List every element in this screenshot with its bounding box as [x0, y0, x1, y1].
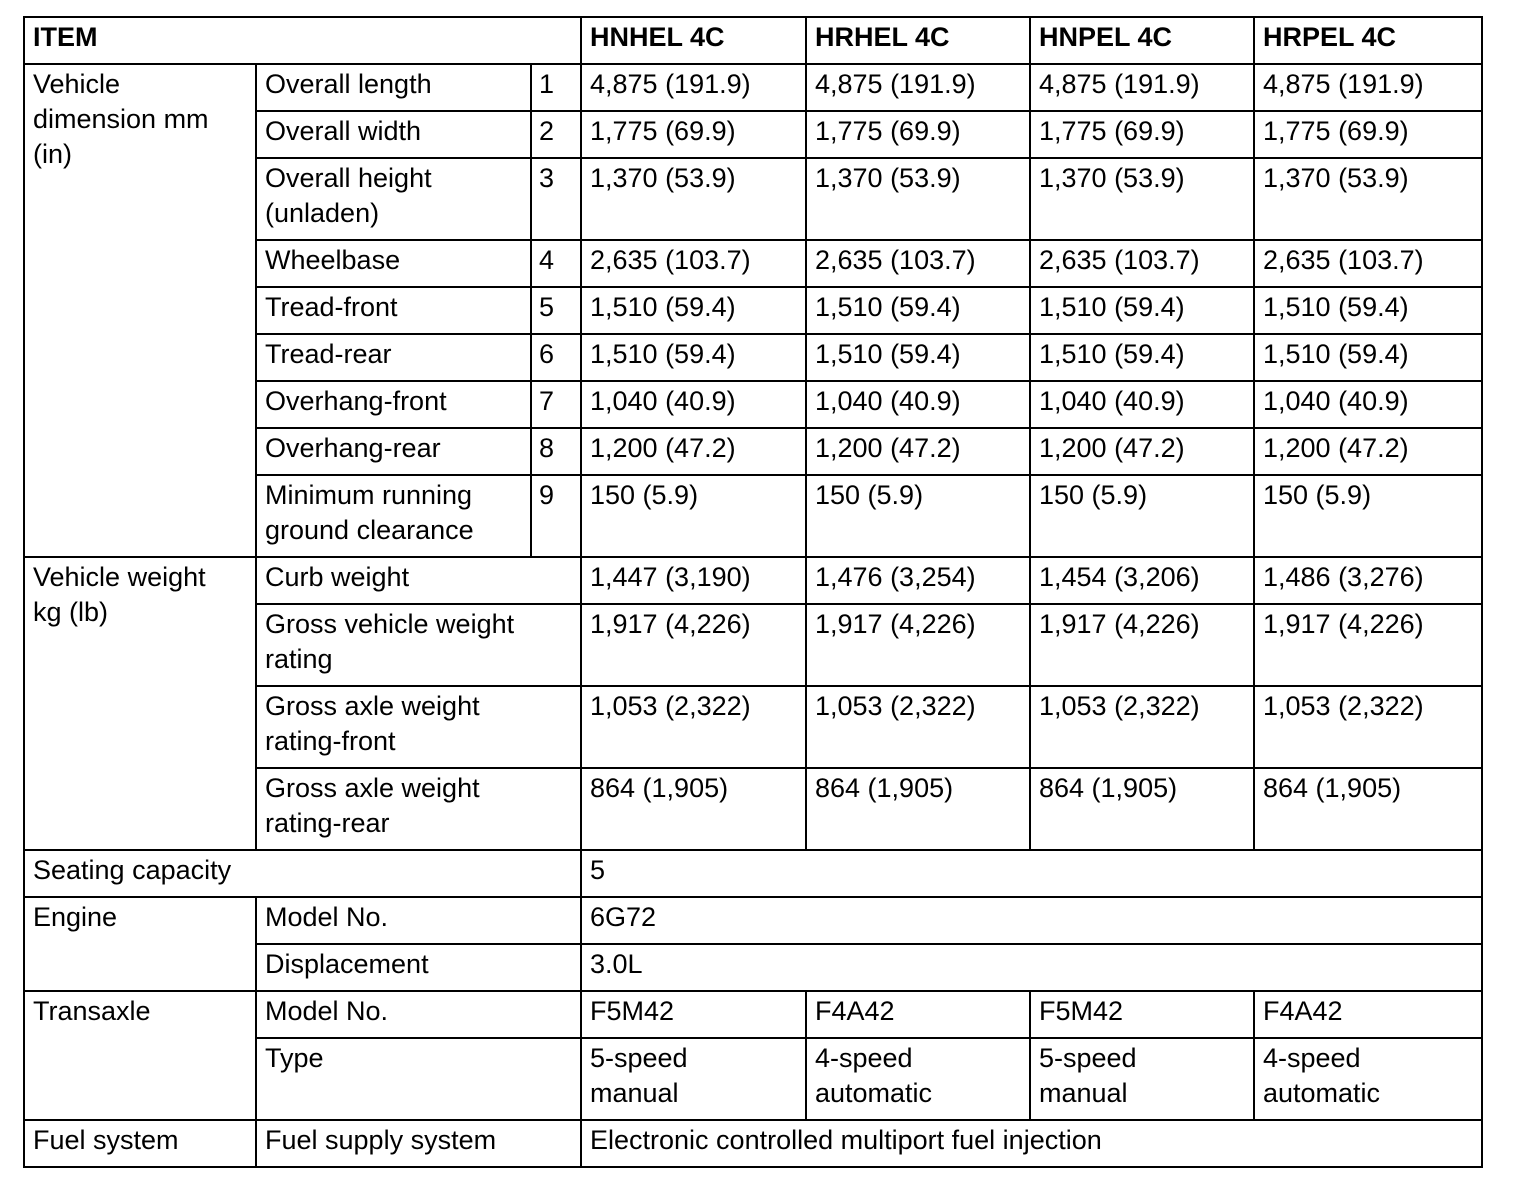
cell-value: 150 (5.9)	[806, 475, 1030, 557]
cell-value: 1,053 (2,322)	[806, 686, 1030, 768]
cell-value: 150 (5.9)	[581, 475, 806, 557]
cell-value: 1,040 (40.9)	[1030, 381, 1254, 428]
row-number: 5	[531, 287, 581, 334]
model-header-2: HRHEL 4C	[806, 17, 1030, 64]
row-label: Overall height (unladen)	[256, 158, 531, 240]
seating-capacity-value: 5	[581, 850, 1482, 897]
cell-value: 1,053 (2,322)	[581, 686, 806, 768]
model-header-4: HRPEL 4C	[1254, 17, 1482, 64]
row-label: Overall length	[256, 64, 531, 111]
fuel-system-value: Electronic controlled multiport fuel injection	[581, 1120, 1482, 1167]
row-label: Minimum running ground clearance	[256, 475, 531, 557]
row-label: Tread-rear	[256, 334, 531, 381]
specifications-table	[23, 16, 1483, 1168]
row-label: Overall width	[256, 111, 531, 158]
cell-value: 1,510 (59.4)	[806, 334, 1030, 381]
model-header-3: HNPEL 4C	[1030, 17, 1254, 64]
cell-value: 1,370 (53.9)	[806, 158, 1030, 240]
cell-value: 2,635 (103.7)	[1030, 240, 1254, 287]
table-row	[24, 64, 1482, 111]
row-number: 9	[531, 475, 581, 557]
row-label: Type	[256, 1038, 581, 1120]
cell-value: 1,486 (3,276)	[1254, 557, 1482, 604]
cell-value: 1,200 (47.2)	[1254, 428, 1482, 475]
cell-value: F4A42	[806, 991, 1030, 1038]
cell-value: 4,875 (191.9)	[806, 64, 1030, 111]
row-label: Wheelbase	[256, 240, 531, 287]
cell-value: 1,775 (69.9)	[1254, 111, 1482, 158]
row-number: 1	[531, 64, 581, 111]
row-label: Tread-front	[256, 287, 531, 334]
row-label: Gross vehicle weight rating	[256, 604, 581, 686]
row-number: 6	[531, 334, 581, 381]
cell-value: 864 (1,905)	[581, 768, 806, 850]
cell-value: F5M42	[581, 991, 806, 1038]
row-number: 4	[531, 240, 581, 287]
cell-value: 1,200 (47.2)	[1030, 428, 1254, 475]
vehicle-weight-group: Vehicle weight kg (lb)	[24, 557, 256, 850]
engine-displacement-value: 3.0L	[581, 944, 1482, 991]
cell-value: 1,510 (59.4)	[581, 334, 806, 381]
row-label: Displacement	[256, 944, 581, 991]
cell-value: 1,510 (59.4)	[1030, 334, 1254, 381]
cell-value: 1,510 (59.4)	[806, 287, 1030, 334]
cell-value: 4-speed automatic	[1254, 1038, 1482, 1120]
cell-value: 1,370 (53.9)	[1030, 158, 1254, 240]
cell-value: 864 (1,905)	[806, 768, 1030, 850]
cell-value: 1,040 (40.9)	[1254, 381, 1482, 428]
cell-value: 5-speed manual	[1030, 1038, 1254, 1120]
table-row	[24, 557, 1482, 604]
cell-value: 1,775 (69.9)	[1030, 111, 1254, 158]
cell-value: 150 (5.9)	[1254, 475, 1482, 557]
table-row	[24, 850, 1482, 897]
cell-value: 1,370 (53.9)	[581, 158, 806, 240]
cell-value: 1,510 (59.4)	[1254, 287, 1482, 334]
cell-value: F4A42	[1254, 991, 1482, 1038]
cell-value: 2,635 (103.7)	[1254, 240, 1482, 287]
table-row	[24, 1120, 1482, 1167]
fuel-system-group: Fuel system	[24, 1120, 256, 1167]
row-label: Curb weight	[256, 557, 581, 604]
cell-value: 4-speed automatic	[806, 1038, 1030, 1120]
cell-value: 4,875 (191.9)	[1254, 64, 1482, 111]
cell-value: 4,875 (191.9)	[1030, 64, 1254, 111]
cell-value: 2,635 (103.7)	[806, 240, 1030, 287]
cell-value: 4,875 (191.9)	[581, 64, 806, 111]
row-label: Fuel supply system	[256, 1120, 581, 1167]
row-label: Model No.	[256, 991, 581, 1038]
cell-value: 5-speed manual	[581, 1038, 806, 1120]
vehicle-dimension-group: Vehicle dimension mm (in)	[24, 64, 256, 557]
row-label: Overhang-front	[256, 381, 531, 428]
cell-value: 1,510 (59.4)	[1030, 287, 1254, 334]
cell-value: 1,200 (47.2)	[806, 428, 1030, 475]
cell-value: 1,370 (53.9)	[1254, 158, 1482, 240]
row-label: Gross axle weight rating-rear	[256, 768, 581, 850]
cell-value: 1,510 (59.4)	[581, 287, 806, 334]
engine-model-value: 6G72	[581, 897, 1482, 944]
cell-value: 1,775 (69.9)	[806, 111, 1030, 158]
table-row	[24, 991, 1482, 1038]
model-header-1: HNHEL 4C	[581, 17, 806, 64]
transaxle-group: Transaxle	[24, 991, 256, 1120]
cell-value: 1,476 (3,254)	[806, 557, 1030, 604]
header-row	[24, 17, 1482, 64]
cell-value: 1,775 (69.9)	[581, 111, 806, 158]
engine-group: Engine	[24, 897, 256, 991]
cell-value: 1,447 (3,190)	[581, 557, 806, 604]
cell-value: 1,917 (4,226)	[1030, 604, 1254, 686]
cell-value: 1,454 (3,206)	[1030, 557, 1254, 604]
cell-value: 1,053 (2,322)	[1030, 686, 1254, 768]
row-label: Model No.	[256, 897, 581, 944]
cell-value: 150 (5.9)	[1030, 475, 1254, 557]
cell-value: 864 (1,905)	[1030, 768, 1254, 850]
row-number: 2	[531, 111, 581, 158]
cell-value: 1,053 (2,322)	[1254, 686, 1482, 768]
cell-value: F5M42	[1030, 991, 1254, 1038]
seating-capacity-label: Seating capacity	[24, 850, 581, 897]
cell-value: 2,635 (103.7)	[581, 240, 806, 287]
cell-value: 1,040 (40.9)	[581, 381, 806, 428]
cell-value: 1,917 (4,226)	[1254, 604, 1482, 686]
cell-value: 1,040 (40.9)	[806, 381, 1030, 428]
table-row	[24, 897, 1482, 944]
cell-value: 1,917 (4,226)	[806, 604, 1030, 686]
row-label: Gross axle weight rating-front	[256, 686, 581, 768]
row-number: 7	[531, 381, 581, 428]
cell-value: 1,510 (59.4)	[1254, 334, 1482, 381]
row-number: 8	[531, 428, 581, 475]
row-label: Overhang-rear	[256, 428, 531, 475]
row-number: 3	[531, 158, 581, 240]
cell-value: 1,200 (47.2)	[581, 428, 806, 475]
item-header: ITEM	[24, 17, 581, 64]
cell-value: 864 (1,905)	[1254, 768, 1482, 850]
cell-value: 1,917 (4,226)	[581, 604, 806, 686]
